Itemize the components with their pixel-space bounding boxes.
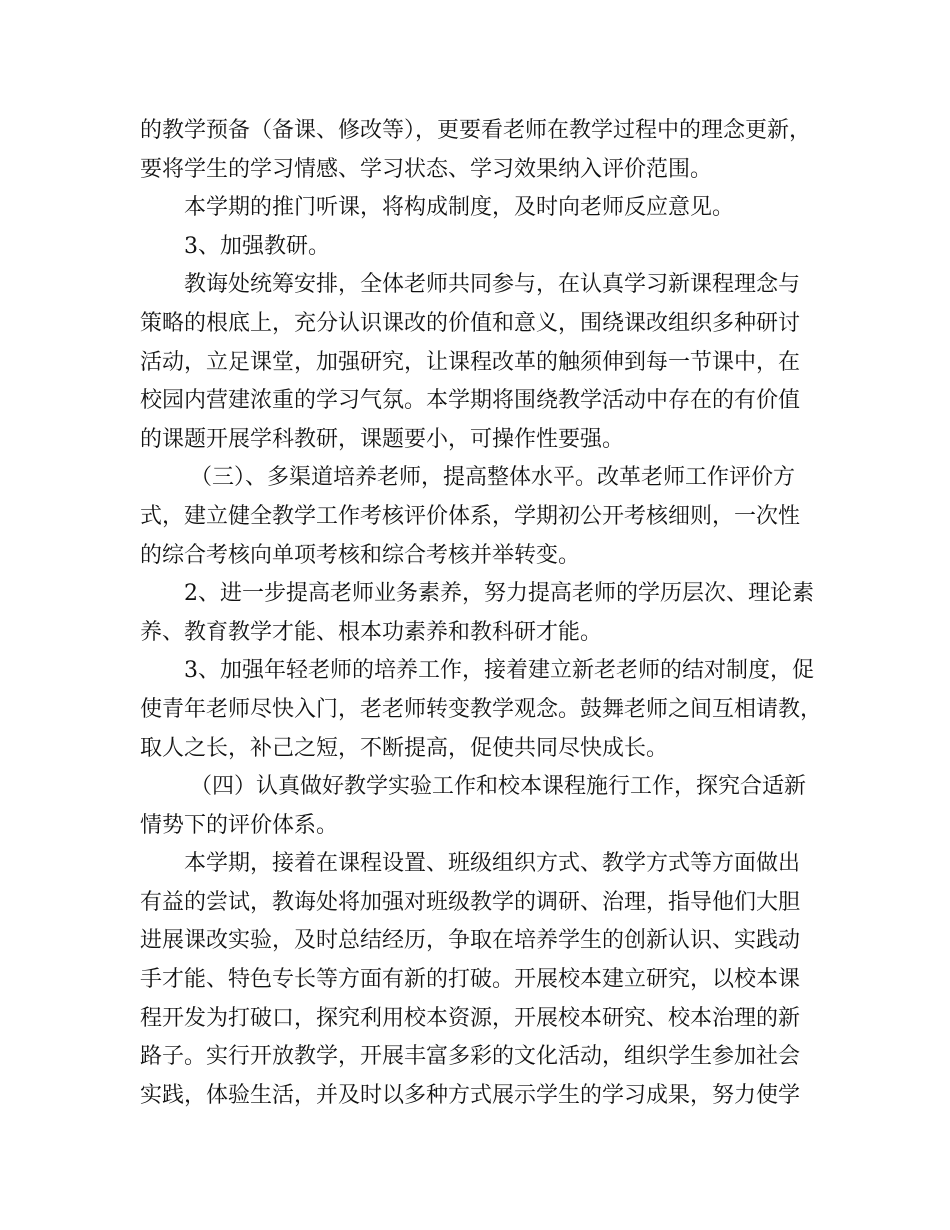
text-line: （三）、多渠道培养老师，提高整体水平。改革老师工作评价方 [190,465,796,491]
text-line: 教诲处统筹安排，全体老师共同参与，在认真学习新课程理念与 [184,272,801,298]
text-line: 养、教育教学才能、根本功素养和教科研才能。 [140,619,603,645]
text-line: 手才能、特色专长等方面有新的打破。开展校本建立研究，以校本课 [140,967,801,993]
text-line: 实践，体验生活，并及时以多种方式展示学生的学习成果，努力使学 [140,1082,801,1108]
text-line: 进展课改实验，及时总结经历，争取在培养学生的创新认识、实践动 [140,928,801,954]
text-line: 3、加强教研。 [184,233,330,259]
text-line: 的综合考核向单项考核和综合考核并举转变。 [140,542,581,568]
text-line: 2、进一步提高老师业务素养，努力提高老师的学历层次、理论素 [184,581,814,607]
text-line: 式，建立健全教学工作考核评价体系，学期初公开考核细则，一次性 [140,503,801,529]
text-line: 使青年老师尽快入门，老老师转变教学观念。鼓舞老师之间互相请教， [140,696,823,722]
text-line: 策略的根底上，充分认识课改的价值和意义，围绕课改组织多种研讨 [140,310,801,336]
text-line: 路子。实行开放教学，开展丰富多彩的文化活动，组织学生参加社会 [140,1044,801,1070]
text-line: 要将学生的学习情感、学习状态、学习效果纳入评价范围。 [140,156,713,182]
text-line: 活动，立足课堂，加强研究，让课程改革的触须伸到每一节课中，在 [140,349,801,375]
text-line: 程开发为打破口，探究利用校本资源，开展校本研究、校本治理的新 [140,1005,801,1031]
text-line: 3、加强年轻老师的培养工作，接着建立新老老师的结对制度，促 [184,658,814,684]
document-body [140,112,823,1115]
text-line: 的课题开展学科教研，课题要小，可操作性要强。 [140,426,625,452]
text-line: 取人之长，补己之短，不断提高，促使共同尽快成长。 [140,735,669,761]
text-line: 本学期的推门听课，将构成制度，及时向老师反应意见。 [184,195,735,221]
text-line: 情势下的评价体系。 [140,812,339,838]
text-line: 校园内营建浓重的学习气氛。本学期将围绕教学活动中存在的有价值 [140,388,801,414]
text-line: 本学期，接着在课程设置、班级组织方式、教学方式等方面做出 [184,851,801,877]
text-line: （四）认真做好教学实验工作和校本课程施行工作，探究合适新 [190,774,807,800]
text-line: 有益的尝试，教诲处将加强对班级教学的调研、治理，指导他们大胆 [140,889,801,915]
text-line: 的教学预备（备课、修改等），更要看老师在教学过程中的理念更新， [140,118,812,143]
